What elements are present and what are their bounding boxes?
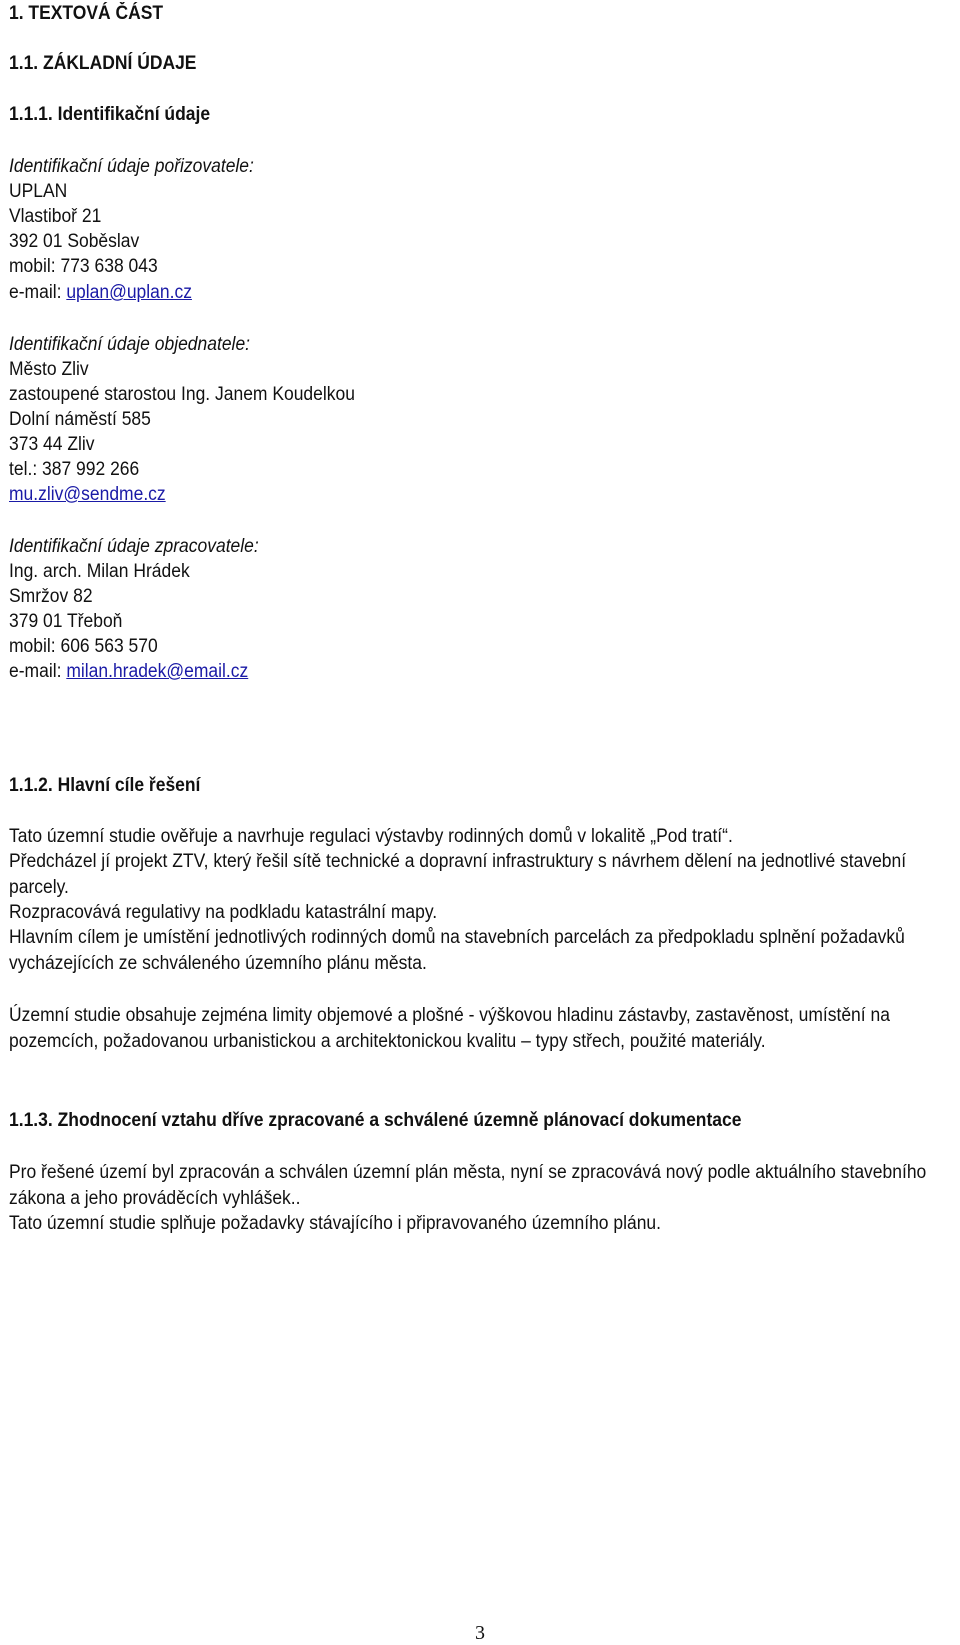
objednatel-email-link[interactable]: mu.zliv@sendme.cz <box>9 484 166 505</box>
objednatel-city: 373 44 Zliv <box>9 434 95 455</box>
porizovatel-city: 392 01 Soběslav <box>9 231 140 252</box>
page-number: 3 <box>475 1622 485 1644</box>
section3-paragraph-1: Pro řešené území byl zpracován a schválen územní plán města, nyní se zpracovává nový podle aktuálního stavebního zákona a jeho prováděcích vyhlášek.. <box>9 1162 927 1209</box>
porizovatel-name: UPLAN <box>9 181 68 202</box>
porizovatel-email-link[interactable]: uplan@uplan.cz <box>66 282 192 303</box>
section2-paragraph-5: Územní studie obsahuje zejména limity objemové a plošné - výškovou hladinu zástavby, zastavěnost, umístění na pozemcích, požadovanou urbanistickou a architektonickou kvalitu – typy střech, použité materiály. <box>9 1005 890 1052</box>
email-prefix: e-mail: <box>9 282 67 303</box>
objednatel-street: Dolní náměstí 585 <box>9 409 151 430</box>
zpracovatel-city: 379 01 Třeboň <box>9 611 123 632</box>
objednatel-label: Identifikační údaje objednatele: <box>9 334 251 355</box>
heading-zhodnoceni-vztahu: 1.1.3. Zhodnocení vztahu dříve zpracované a schválené územně plánovací dokumentace <box>9 1110 742 1131</box>
section3-paragraph-2: Tato územní studie splňuje požadavky stávajícího i připravovaného územního plánu. <box>9 1213 662 1234</box>
objednatel-rep: zastoupené starostou Ing. Janem Koudelkou <box>9 384 355 405</box>
objednatel-name: Město Zliv <box>9 359 89 380</box>
zpracovatel-phone: mobil: 606 563 570 <box>9 636 158 657</box>
heading-zakladni-udaje: 1.1. ZÁKLADNÍ ÚDAJE <box>9 53 197 74</box>
heading-hlavni-cile: 1.1.2. Hlavní cíle řešení <box>9 775 201 796</box>
porizovatel-phone: mobil: 773 638 043 <box>9 256 158 277</box>
email-prefix: e-mail: <box>9 661 67 682</box>
section2-paragraph-1: Tato územní studie ověřuje a navrhuje regulaci výstavby rodinných domů v lokalitě „Pod tratí“. <box>9 826 733 847</box>
zpracovatel-street: Smržov 82 <box>9 586 93 607</box>
porizovatel-label: Identifikační údaje pořizovatele: <box>9 156 254 177</box>
porizovatel-street: Vlastiboř 21 <box>9 206 102 227</box>
heading-textova-cast: 1. TEXTOVÁ ČÁST <box>9 3 164 24</box>
section2-paragraph-4: Hlavním cílem je umístění jednotlivých rodinných domů na stavebních parcelách za předpokladu splnění požadavků vycházejících ze schváleného územního plánu města. <box>9 927 905 974</box>
zpracovatel-label: Identifikační údaje zpracovatele: <box>9 536 259 557</box>
heading-identifikacni-udaje: 1.1.1. Identifikační údaje <box>9 104 211 125</box>
section2-paragraph-2: Předcházel jí projekt ZTV, který řešil sítě technické a dopravní infrastruktury s návrhem dělení na jednotlivé stavební parcely. <box>9 851 907 898</box>
zpracovatel-email-line <box>9 659 248 684</box>
zpracovatel-email-link[interactable]: milan.hradek@email.cz <box>66 661 249 682</box>
section2-paragraph-3: Rozpracovává regulativy na podkladu katastrální mapy. <box>9 902 438 923</box>
objednatel-phone: tel.: 387 992 266 <box>9 459 140 480</box>
porizovatel-email-line <box>9 280 192 305</box>
objednatel-email-line <box>9 482 166 507</box>
zpracovatel-name: Ing. arch. Milan Hrádek <box>9 561 190 582</box>
